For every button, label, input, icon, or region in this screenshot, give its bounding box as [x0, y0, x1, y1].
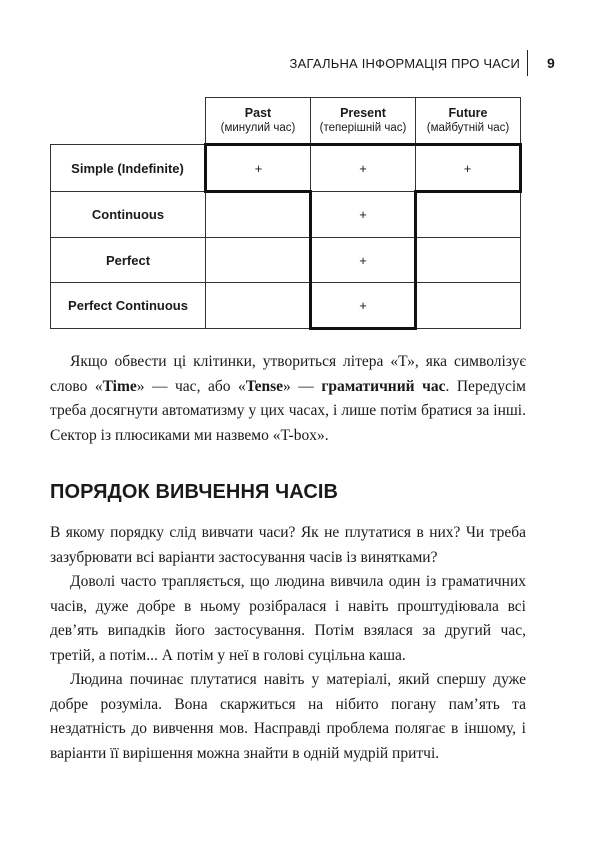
column-subtitle: (майбутній час)	[426, 122, 510, 134]
text-run: . Передусім треба досягнути автоматизму у цих часах, і лише потім братися за інші. Сектор із плюсиками ми назвемо «T-box».	[50, 377, 526, 444]
row-label: Perfect Continuous	[51, 283, 206, 329]
page-header	[0, 48, 600, 78]
header-divider	[527, 50, 528, 76]
bold-term: Time	[102, 377, 137, 395]
column-title: Past	[244, 106, 272, 120]
column-header-present	[311, 98, 416, 145]
table-cell: +	[311, 192, 416, 238]
table-row	[51, 145, 521, 192]
table-row	[51, 238, 521, 283]
column-subtitle: (теперішній час)	[319, 122, 407, 134]
bold-term: граматичний час	[321, 377, 446, 395]
table-cell: +	[311, 145, 416, 192]
table-cell	[416, 238, 521, 283]
column-header-past	[206, 98, 311, 145]
row-label: Continuous	[51, 192, 206, 238]
text-run: » — час, або «	[136, 377, 246, 395]
text-run: » —	[283, 377, 322, 395]
table-cell	[416, 283, 521, 329]
table-cell: +	[416, 145, 521, 192]
tense-table	[50, 97, 522, 330]
table-row	[51, 192, 521, 238]
table-cell	[416, 192, 521, 238]
table-cell: +	[206, 145, 311, 192]
paragraph-questions: В якому порядку слід вивчати часи? Як не плутатися в них? Чи треба зазубрювати всі варіанти застосування часів із винятками?	[50, 524, 526, 566]
table-cell: +	[311, 283, 416, 329]
paragraph-story: Доволі часто трапляється, що людина вивчила один із граматичних часів, дуже добре в ньому розібралася і навіть проштудіювала всі дев’ять випадків його застосування. Потім взялася за другий час, третій, а потім... А потім у неї в голові суцільна каша.	[50, 573, 526, 664]
page-number: 9	[547, 55, 555, 71]
table-cell	[206, 283, 311, 329]
row-label: Perfect	[51, 238, 206, 283]
table-cell	[206, 238, 311, 283]
table-cell: +	[311, 238, 416, 283]
row-label: Simple (Indefinite)	[51, 145, 206, 192]
column-header-future	[416, 98, 521, 145]
table-corner	[51, 98, 206, 145]
column-title: Present	[340, 106, 386, 120]
table-header-row	[51, 98, 521, 145]
column-title: Future	[448, 106, 488, 120]
section-heading: ПОРЯДОК ВИВЧЕННЯ ЧАСІВ	[50, 481, 339, 503]
paragraph-confusion: Людина починає плутатися навіть у матеріалі, який спершу дуже добре розуміла. Вона скаржиться на нібито погану пам’ять та нездатність до вивчення мов. Насправді проблема полягає в іншому, і варіанти її вирішення можна знайти в одній мудрій притчі.	[50, 671, 526, 762]
paragraph-t-box	[50, 350, 526, 448]
running-head: ЗАГАЛЬНА ІНФОРМАЦІЯ ПРО ЧАСИ	[289, 56, 520, 71]
text-run: Якщо обвести ці клітинки, утвориться літера «Т», яка символізує слово «	[50, 353, 526, 395]
bold-term: Tense	[245, 377, 284, 395]
table-row	[51, 283, 521, 329]
table-cell	[206, 192, 311, 238]
column-subtitle: (минулий час)	[220, 122, 296, 134]
